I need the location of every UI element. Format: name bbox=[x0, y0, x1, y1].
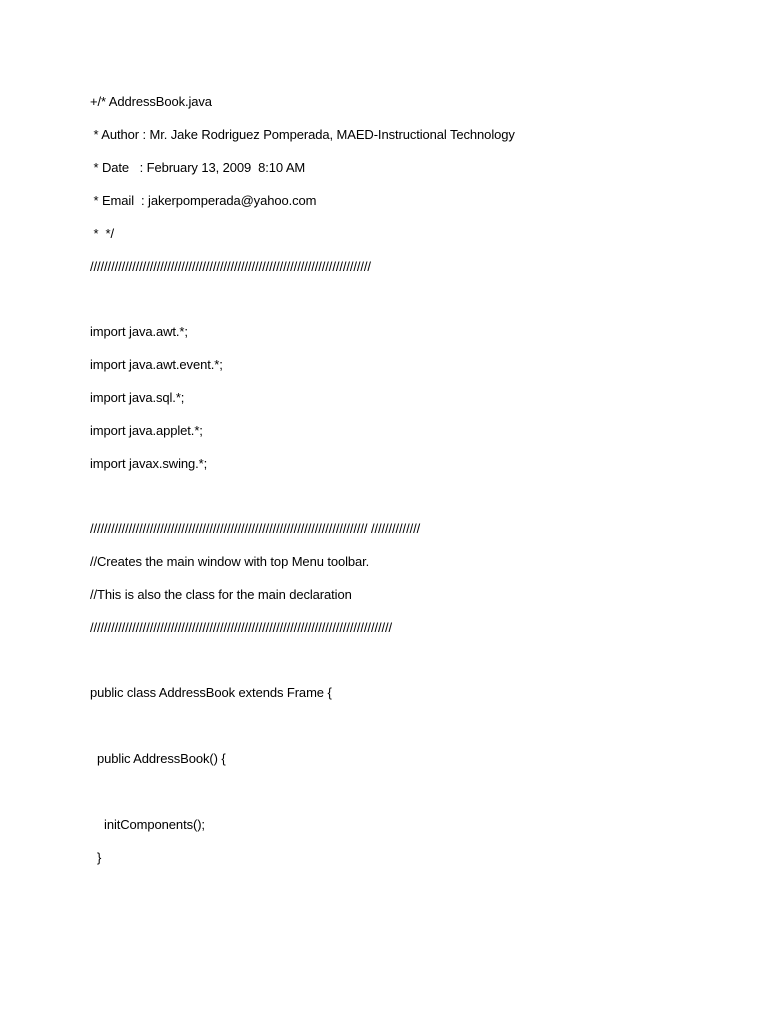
code-line-import-swing: import javax.swing.*; bbox=[90, 456, 208, 471]
code-line-author: * Author : Mr. Jake Rodriguez Pomperada, MAED-Instructional Technology bbox=[90, 127, 515, 142]
code-line-closing-brace: } bbox=[90, 850, 102, 865]
code-line-separator: /////////////////////////////////////////////////////////////////////////////// ////////////// bbox=[90, 521, 421, 536]
code-line-separator: ////////////////////////////////////////////////////////////////////////////////////// bbox=[90, 620, 393, 635]
code-line-separator: //////////////////////////////////////////////////////////////////////////////// bbox=[90, 259, 371, 274]
code-line-import-sql: import java.sql.*; bbox=[90, 390, 185, 405]
code-line-import-awt: import java.awt.*; bbox=[90, 324, 188, 339]
code-line-header: +/* AddressBook.java bbox=[90, 94, 212, 109]
code-line-comment-end: * */ bbox=[90, 226, 114, 241]
code-line-init-call: initComponents(); bbox=[90, 817, 205, 832]
code-line-comment: //Creates the main window with top Menu toolbar. bbox=[90, 554, 370, 569]
code-line-import-applet: import java.applet.*; bbox=[90, 423, 203, 438]
code-line-import-awt-event: import java.awt.event.*; bbox=[90, 357, 223, 372]
code-line-email: * Email : jakerpomperada@yahoo.com bbox=[90, 193, 317, 208]
code-line-constructor: public AddressBook() { bbox=[90, 751, 226, 766]
code-line-class-declaration: public class AddressBook extends Frame { bbox=[90, 685, 332, 700]
code-line-comment: //This is also the class for the main declaration bbox=[90, 587, 352, 602]
code-line-date: * Date : February 13, 2009 8:10 AM bbox=[90, 160, 306, 175]
